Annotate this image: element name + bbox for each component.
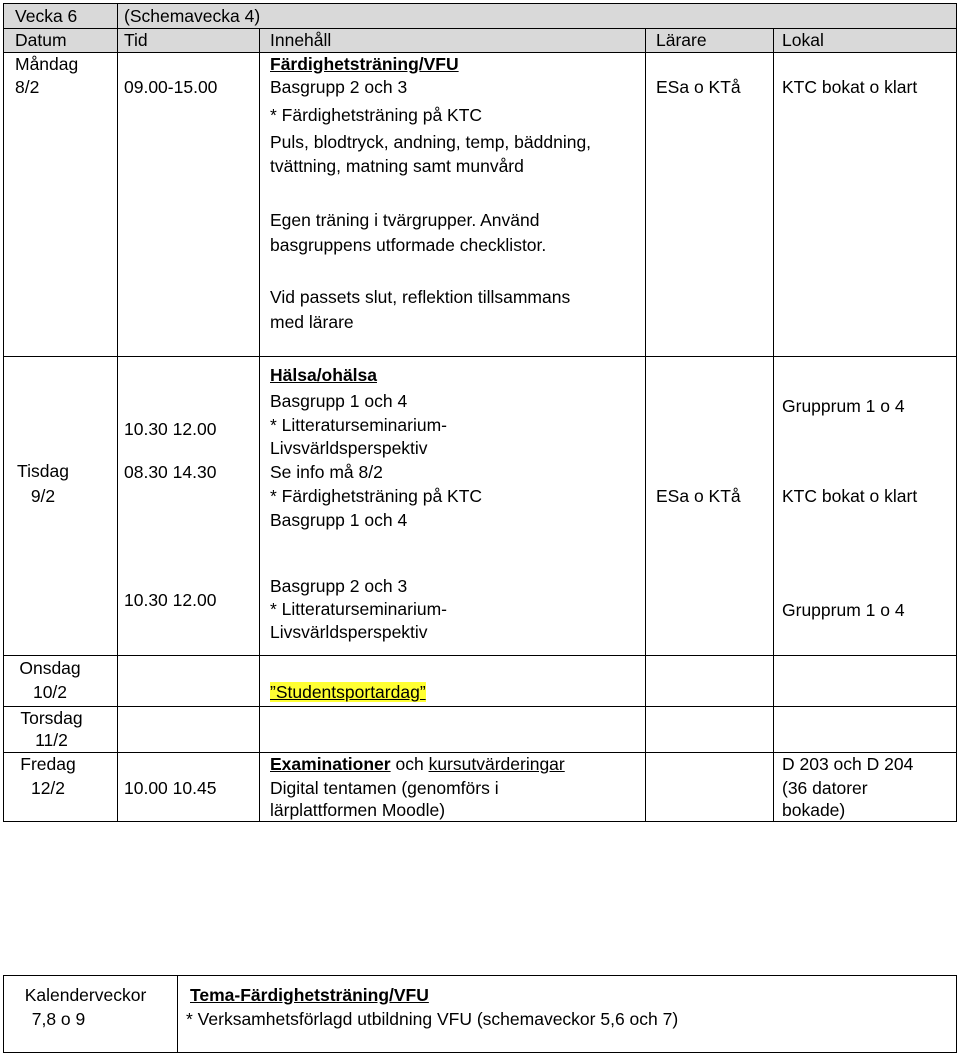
- footer-border-right: [956, 975, 957, 1053]
- tuesday-block3-time: 10.30 12.00: [124, 590, 217, 610]
- monday-date: 8/2: [15, 77, 40, 97]
- col-header-time: Tid: [124, 30, 148, 50]
- tuesday-block2-time: 08.30 14.30: [124, 462, 217, 482]
- tuesday-block3-line: * Litteraturseminarium-: [270, 599, 447, 619]
- tuesday-heading: Hälsa/ohälsa: [270, 365, 377, 385]
- monday-line: Egen träning i tvärgrupper. Använd: [270, 210, 540, 230]
- footer-note: * Verksamhetsförlagd utbildning VFU (schemaveckor 5,6 och 7): [186, 1009, 679, 1029]
- monday-heading: Färdighetsträning/VFU: [270, 54, 459, 74]
- friday-line: Digital tentamen (genomförs i: [270, 778, 499, 798]
- col-divider: [117, 3, 118, 822]
- tuesday-block1-time: 10.30 12.00: [124, 419, 217, 439]
- monday-time: 09.00-15.00: [124, 77, 218, 97]
- footer-label-line1: Kalenderveckor: [24, 985, 147, 1005]
- col-header-content: Innehåll: [270, 30, 332, 50]
- col-divider: [259, 28, 260, 822]
- monday-teachers: ESa o KTå: [656, 77, 741, 97]
- monday-line: * Färdighetsträning på KTC: [270, 105, 483, 125]
- friday-heading-mid: och: [390, 754, 429, 774]
- monday-line: tvättning, matning samt munvård: [270, 156, 524, 176]
- friday-line: lärplattformen Moodle): [270, 800, 446, 820]
- friday-heading-b: kursutvärderingar: [428, 754, 565, 774]
- row-divider: [3, 52, 957, 53]
- col-header-room: Lokal: [782, 30, 824, 50]
- col-header-date: Datum: [15, 30, 67, 50]
- tuesday-block3-room: Grupprum 1 o 4: [782, 600, 905, 620]
- tuesday-block2-line: Se info må 8/2: [270, 462, 383, 482]
- footer-label-line2: 7,8 o 9: [31, 1009, 86, 1029]
- monday-line: Puls, blodtryck, andning, temp, bäddning,: [270, 132, 592, 152]
- table-border-top: [3, 3, 957, 4]
- monday-line: basgruppens utformade checklistor.: [270, 235, 547, 255]
- friday-room-line: D 203 och D 204: [782, 754, 914, 774]
- week-note: (Schemavecka 4): [124, 6, 261, 26]
- monday-line: Vid passets slut, reflektion tillsammans: [270, 287, 571, 307]
- week-label: Vecka 6: [15, 6, 78, 26]
- friday-heading-a: Examinationer: [270, 754, 391, 774]
- wednesday-date: 10/2: [32, 682, 68, 702]
- col-divider: [645, 28, 646, 822]
- monday-line: Basgrupp 2 och 3: [270, 77, 408, 97]
- monday-line: med lärare: [270, 312, 354, 332]
- monday-day: Måndag: [15, 54, 79, 74]
- footer-border-bottom: [3, 1052, 957, 1053]
- tuesday-block3-line: Basgrupp 2 och 3: [270, 576, 408, 596]
- footer-heading: Tema-Färdighetsträning/VFU: [190, 985, 429, 1005]
- tuesday-block3-line: Livsvärldsperspektiv: [270, 622, 428, 642]
- thursday-day: Torsdag: [20, 708, 83, 728]
- tuesday-block2-room: KTC bokat o klart: [782, 486, 918, 506]
- friday-room-line: (36 datorer: [782, 778, 868, 798]
- tuesday-block2-line: * Färdighetsträning på KTC: [270, 486, 483, 506]
- wednesday-content: [270, 681, 426, 704]
- row-divider: [3, 655, 957, 656]
- tuesday-day: Tisdag: [17, 461, 69, 481]
- footer-col-divider: [177, 975, 178, 1053]
- friday-day: Fredag: [20, 754, 76, 774]
- friday-time: 10.00 10.45: [124, 778, 217, 798]
- wednesday-day: Onsdag: [19, 658, 81, 678]
- wednesday-content-text: ”Studentsportardag”: [270, 682, 426, 702]
- tuesday-block1-line: * Litteraturseminarium-: [270, 415, 447, 435]
- monday-room: KTC bokat o klart: [782, 77, 918, 97]
- row-divider: [3, 356, 957, 357]
- friday-room-line: bokade): [782, 800, 846, 820]
- tuesday-date: 9/2: [30, 486, 56, 506]
- tuesday-block1-line: Livsvärldsperspektiv: [270, 438, 428, 458]
- friday-date: 12/2: [30, 778, 66, 798]
- row-divider: [3, 706, 957, 707]
- thursday-date: 11/2: [35, 730, 68, 750]
- tuesday-block1-line: Basgrupp 1 och 4: [270, 391, 408, 411]
- col-divider: [773, 28, 774, 822]
- col-header-teachers: Lärare: [656, 30, 707, 50]
- tuesday-block2-teachers: ESa o KTå: [656, 486, 741, 506]
- footer-border-top: [3, 975, 957, 976]
- table-border-right: [956, 3, 957, 822]
- tuesday-block2-line: Basgrupp 1 och 4: [270, 510, 408, 530]
- tuesday-block1-room: Grupprum 1 o 4: [782, 396, 905, 416]
- friday-heading: [270, 753, 565, 776]
